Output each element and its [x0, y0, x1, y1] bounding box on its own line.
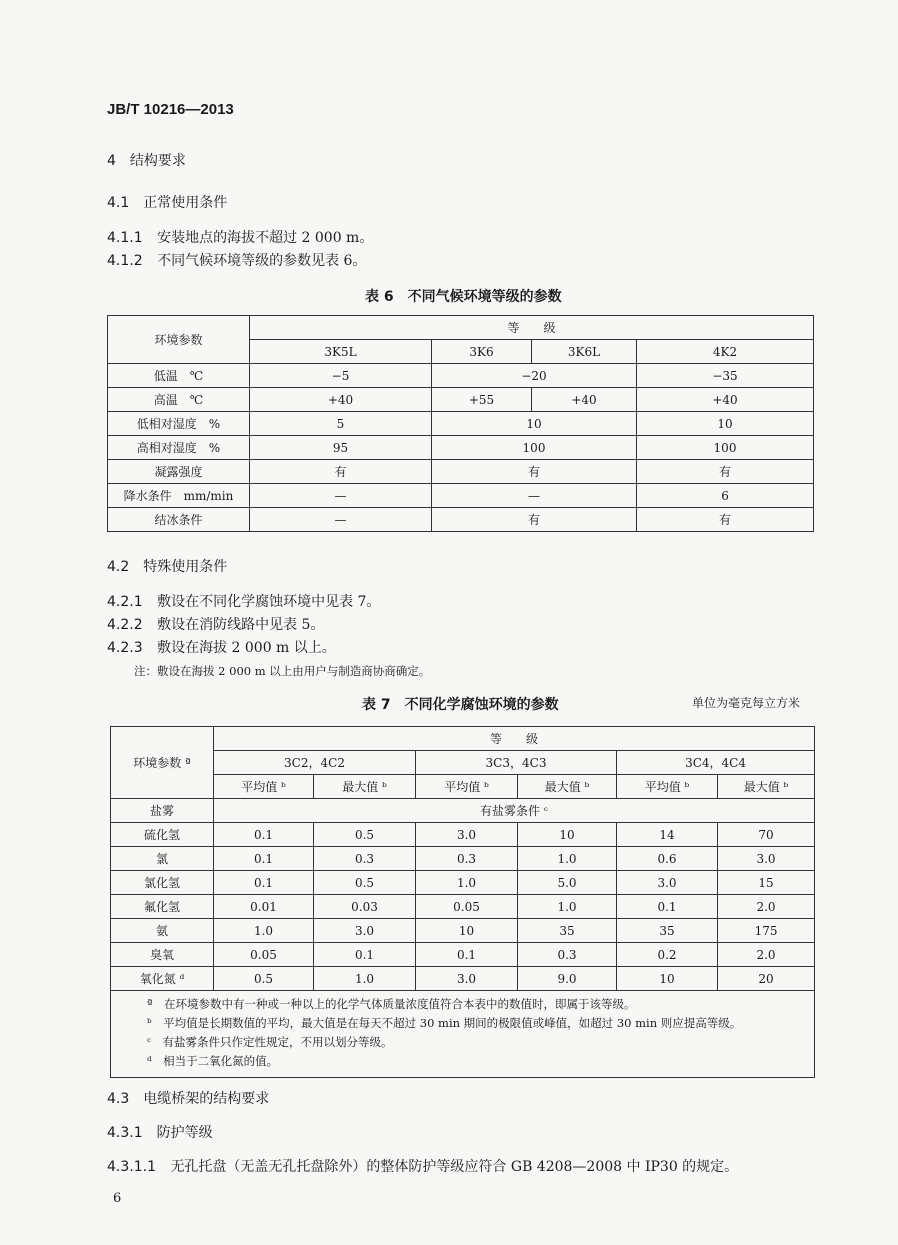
table-row	[111, 871, 815, 895]
cell: −5	[250, 364, 432, 388]
clause-number: 4.3.1.1	[107, 1159, 156, 1175]
group-3c4-4c4: 3C4，4C4	[617, 751, 815, 775]
clause-number: 4.2.3	[107, 640, 143, 656]
cell: —	[250, 508, 432, 532]
cell: 1.0	[416, 871, 518, 895]
section-4-1-heading: 4.1 正常使用条件	[107, 195, 228, 211]
cell: 3.0	[416, 823, 518, 847]
cell: 10	[432, 412, 637, 436]
row-label: 凝露强度	[108, 460, 250, 484]
group-3c3-4c3: 3C3，4C3	[416, 751, 617, 775]
cell: 0.05	[416, 895, 518, 919]
cell: 9.0	[518, 967, 617, 991]
cell: 0.03	[314, 895, 416, 919]
grade-3k6l: 3K6L	[532, 340, 637, 364]
row-label: 高相对湿度 %	[108, 436, 250, 460]
cell: 5	[250, 412, 432, 436]
max-header: 最大值 ᵇ	[518, 775, 617, 799]
table-row	[111, 847, 815, 871]
param-header: 环境参数	[108, 316, 250, 364]
avg-header: 平均值 ᵇ	[617, 775, 718, 799]
clause-text: 敷设在消防线路中见表 5。	[157, 617, 325, 633]
max-header: 最大值 ᵇ	[314, 775, 416, 799]
section-4-3-1-heading: 4.3.1 防护等级	[107, 1125, 213, 1141]
cell: 0.3	[416, 847, 518, 871]
footnote-a: ª 在环境参数中有一种或一种以上的化学气体质量浓度值符合本表中的数值时，即属于该等级。	[147, 997, 636, 1011]
cell: 35	[518, 919, 617, 943]
cell: 3.0	[718, 847, 815, 871]
row-label: 结冰条件	[108, 508, 250, 532]
table-row	[108, 460, 814, 484]
section-4-heading: 4 结构要求	[107, 153, 186, 169]
cell: 3.0	[314, 919, 416, 943]
cell: 0.1	[617, 895, 718, 919]
cell: —	[250, 484, 432, 508]
footnotes	[111, 991, 815, 1078]
cell: 1.0	[518, 895, 617, 919]
cell: 0.01	[214, 895, 314, 919]
cell: 95	[250, 436, 432, 460]
cell: −20	[432, 364, 637, 388]
table-row	[111, 799, 815, 823]
table-6-caption: 表 6 不同气候环境等级的参数	[365, 289, 562, 305]
cell: 70	[718, 823, 815, 847]
cell: 0.1	[416, 943, 518, 967]
cell: +40	[250, 388, 432, 412]
row-label: 高温 ℃	[108, 388, 250, 412]
grade-header: 等 级	[250, 316, 814, 340]
cell: 有	[432, 460, 637, 484]
cell: 1.0	[314, 967, 416, 991]
table-row	[111, 967, 815, 991]
clause-number: 4.1.1	[107, 230, 143, 246]
grade-4k2: 4K2	[637, 340, 814, 364]
cell: 10	[637, 412, 814, 436]
cell: 10	[617, 967, 718, 991]
footnote-b: ᵇ 平均值是长期数值的平均，最大值是在每天不超过 30 min 期间的极限值或峰值，如超过 30 min 则应提高等级。	[147, 1016, 742, 1030]
table-7-unit: 单位为毫克每立方米	[692, 696, 801, 710]
row-label: 臭氧	[111, 943, 214, 967]
cell: 0.3	[314, 847, 416, 871]
cell: −35	[637, 364, 814, 388]
cell: 6	[637, 484, 814, 508]
clause-text: 安装地点的海拔不超过 2 000 m。	[157, 230, 374, 246]
table-6	[107, 315, 814, 532]
table-row	[111, 919, 815, 943]
cell: 20	[718, 967, 815, 991]
avg-header: 平均值 ᵇ	[214, 775, 314, 799]
row-label: 低相对湿度 %	[108, 412, 250, 436]
cell: 有	[637, 460, 814, 484]
cell: 175	[718, 919, 815, 943]
cell: 14	[617, 823, 718, 847]
cell: 0.5	[314, 823, 416, 847]
cell: 0.1	[214, 847, 314, 871]
row-label: 盐雾	[111, 799, 214, 823]
cell: 1.0	[214, 919, 314, 943]
cell: 有	[250, 460, 432, 484]
cell: 100	[637, 436, 814, 460]
clause-4-2-2	[107, 614, 324, 634]
cell: 3.0	[416, 967, 518, 991]
footnotes-row	[111, 991, 815, 1078]
clause-number: 4.2.2	[107, 617, 143, 633]
cell: —	[432, 484, 637, 508]
table-row	[108, 508, 814, 532]
clause-number: 4.2.1	[107, 594, 143, 610]
avg-header: 平均值 ᵇ	[416, 775, 518, 799]
table-row	[108, 364, 814, 388]
clause-4-2-3	[107, 637, 336, 657]
cell: 0.6	[617, 847, 718, 871]
row-label: 硫化氢	[111, 823, 214, 847]
cell: 0.2	[617, 943, 718, 967]
row-label: 低温 ℃	[108, 364, 250, 388]
cell: 100	[432, 436, 637, 460]
cell: 3.0	[617, 871, 718, 895]
clause-4-1-1	[107, 227, 373, 247]
table-row	[108, 436, 814, 460]
row-label: 降水条件 mm/min	[108, 484, 250, 508]
cell: 0.1	[214, 823, 314, 847]
clause-4-2-1	[107, 591, 380, 611]
param-header: 环境参数 ª	[111, 727, 214, 799]
max-header: 最大值 ᵇ	[718, 775, 815, 799]
table-row	[111, 943, 815, 967]
section-4-3-heading: 4.3 电缆桥架的结构要求	[107, 1091, 270, 1107]
cell: 有	[432, 508, 637, 532]
footnote-d: ᵈ 相当于二氧化氮的值。	[147, 1054, 279, 1068]
clause-text: 敷设在不同化学腐蚀环境中见表 7。	[157, 594, 381, 610]
clause-text: 敷设在海拔 2 000 m 以上。	[157, 640, 336, 656]
row-label: 氨	[111, 919, 214, 943]
row-label: 氧化氮 ᵈ	[111, 967, 214, 991]
cell: 10	[518, 823, 617, 847]
row-label: 氟化氢	[111, 895, 214, 919]
table-row	[108, 388, 814, 412]
clause-4-3-1-1	[107, 1156, 738, 1176]
clause-text: 无孔托盘（无盖无孔托盘除外）的整体防护等级应符合 GB 4208—2008 中 IP30 的规定。	[170, 1159, 739, 1175]
cell: 0.1	[214, 871, 314, 895]
cell: 有	[637, 508, 814, 532]
cell: 0.3	[518, 943, 617, 967]
cell: +40	[637, 388, 814, 412]
table-row	[111, 823, 815, 847]
cell: 35	[617, 919, 718, 943]
row-label: 氯化氢	[111, 871, 214, 895]
table-7	[110, 726, 815, 1078]
clause-text: 不同气候环境等级的参数见表 6。	[157, 253, 367, 269]
footnote-c: ᶜ 有盐雾条件只作定性规定，不用以划分等级。	[147, 1035, 393, 1049]
grade-3k5l: 3K5L	[250, 340, 432, 364]
table-row	[111, 895, 815, 919]
cell: +55	[432, 388, 532, 412]
table-row	[108, 412, 814, 436]
cell: 1.0	[518, 847, 617, 871]
cell: 15	[718, 871, 815, 895]
row-label: 氯	[111, 847, 214, 871]
group-3c2-4c2: 3C2，4C2	[214, 751, 416, 775]
cell: 0.5	[214, 967, 314, 991]
cell: 0.05	[214, 943, 314, 967]
clause-number: 4.1.2	[107, 253, 143, 269]
cell: 2.0	[718, 895, 815, 919]
cell: +40	[532, 388, 637, 412]
cell: 有盐雾条件 ᶜ	[214, 799, 815, 823]
grade-3k6: 3K6	[432, 340, 532, 364]
cell: 0.1	[314, 943, 416, 967]
cell: 5.0	[518, 871, 617, 895]
cell: 0.5	[314, 871, 416, 895]
clause-4-1-2	[107, 250, 366, 270]
grade-header: 等 级	[214, 727, 815, 751]
document-id: JB/T 10216—2013	[107, 101, 234, 118]
cell: 2.0	[718, 943, 815, 967]
table-row	[108, 484, 814, 508]
note-4-2: 注：敷设在海拔 2 000 m 以上由用户与制造商协商确定。	[134, 664, 431, 678]
page-number: 6	[113, 1191, 122, 1206]
cell: 10	[416, 919, 518, 943]
section-4-2-heading: 4.2 特殊使用条件	[107, 559, 228, 575]
table-7-caption: 表 7 不同化学腐蚀环境的参数	[362, 697, 559, 713]
